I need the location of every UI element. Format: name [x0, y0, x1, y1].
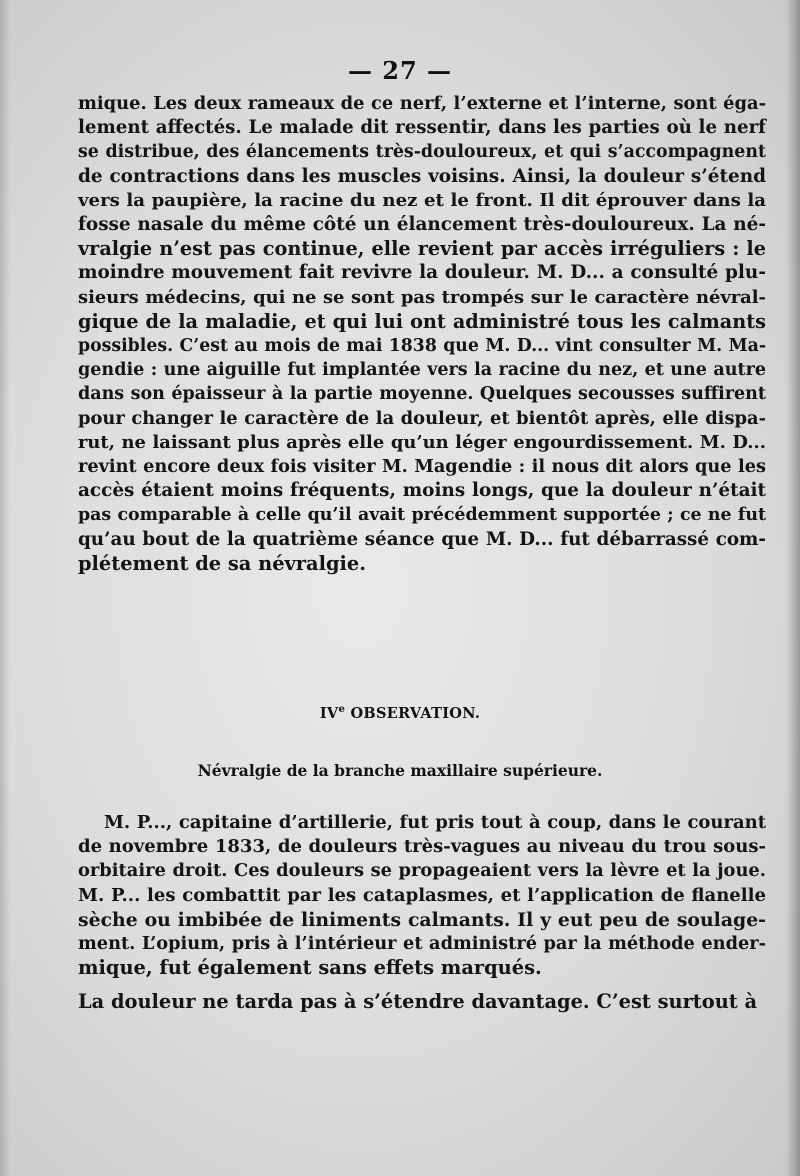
observation-heading	[0, 704, 800, 722]
text-line: moindre mouvement fait revivre la douleur. M. D... a consulté plu-	[78, 262, 766, 284]
text-line: accès étaient moins fréquents, moins longs, que la douleur n’était	[78, 480, 766, 502]
text-line: gique de la maladie, et qui lui ont administré tous les calmants	[78, 309, 766, 333]
paragraph-case-description	[78, 811, 766, 1015]
text-line: sèche ou imbibée de liniments calmants. Il y eut peu de soulage-	[78, 908, 766, 931]
text-line: dans son épaisseur à la partie moyenne. Quelques secousses suffirent	[78, 384, 766, 405]
paragraph-continued-case	[78, 92, 766, 576]
text-line: possibles. C’est au mois de mai 1838 que M. D... vint consulter M. Ma-	[78, 336, 766, 357]
text-line: se distribue, des élancements très-douloureux, et qui s’accompagnent	[78, 142, 766, 163]
text-line: orbitaire droit. Ces douleurs se propageaient vers la lèvre et la joue.	[78, 860, 766, 882]
page-edge-shadow-left	[0, 0, 10, 1176]
text-line: pas comparable à celle qu’il avait précédemment supportée ; ce ne fut	[78, 505, 766, 526]
text-line: revint encore deux fois visiter M. Magendie : il nous dit alors que les	[78, 456, 766, 478]
page-edge-shadow-right	[786, 0, 800, 1176]
text-line: vralgie n’est pas continue, elle revient par accès irréguliers : le	[78, 237, 766, 261]
text-line: fosse nasale du même côté un élancement très-douloureux. La né-	[78, 214, 766, 236]
observation-subtitle: Névralgie de la branche maxillaire supérieure.	[197, 761, 603, 780]
text-line: mique, fut également sans effets marqués.	[78, 956, 542, 980]
text-line: de novembre 1833, de douleurs très-vagues au niveau du trou sous-	[78, 836, 766, 858]
text-line: de contractions dans les muscles voisins. Ainsi, la douleur s’étend	[78, 165, 766, 187]
text-line: plétement de sa névralgie.	[78, 551, 366, 575]
observation-ordinal-suffix: e	[338, 704, 346, 715]
page-number: — 27 —	[347, 56, 453, 85]
text-line: M. P... les combattit par les cataplasmes, et l’application de flanelle	[78, 884, 766, 906]
text-line: La douleur ne tarda pas à s’étendre davantage. C’est surtout à	[78, 990, 758, 1014]
text-line: gendie : une aiguille fut implantée vers la racine du nez, et une autre	[78, 360, 766, 381]
text-line: vers la paupière, la racine du nez et le front. Il dit éprouver dans la	[78, 189, 766, 211]
text-line: ment. L’opium, pris à l’intérieur et administré par la méthode ender-	[78, 933, 766, 955]
observation-label: OBSERVATION.	[345, 704, 481, 722]
text-line: mique. Les deux rameaux de ce nerf, l’externe et l’interne, sont éga-	[78, 93, 766, 114]
text-line: sieurs médecins, qui ne se sont pas trompés sur le caractère névral-	[78, 286, 766, 308]
text-line: lement affectés. Le malade dit ressentir, dans les parties où le nerf	[78, 117, 766, 139]
text-line: pour changer le caractère de la douleur, et bientôt après, elle dispa-	[78, 407, 766, 429]
observation-number: IV	[319, 704, 339, 722]
text-line: qu’au bout de la quatrième séance que M. D... fut débarrassé com-	[78, 528, 766, 550]
text-line: rut, ne laissant plus après elle qu’un léger engourdissement. M. D...	[78, 431, 766, 453]
text-line: M. P..., capitaine d’artillerie, fut pris tout à coup, dans le courant	[104, 812, 766, 833]
